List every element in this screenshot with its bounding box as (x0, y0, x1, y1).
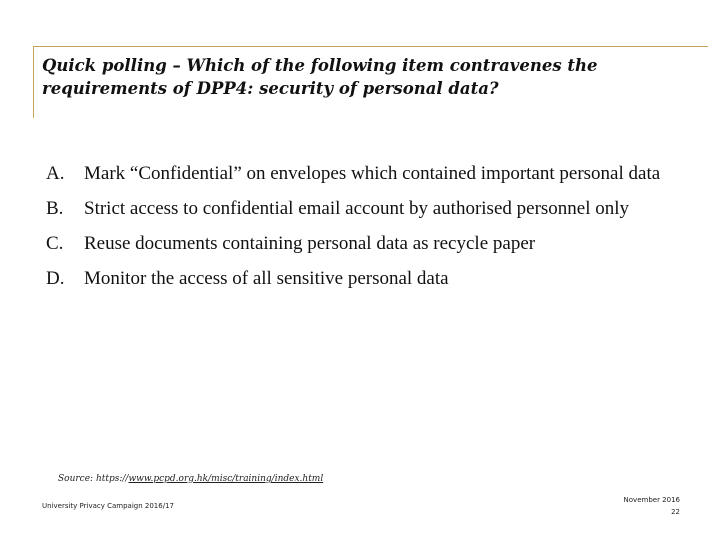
answer-options (46, 162, 696, 302)
option-text: Strict access to confidential email account by authorised personnel only (84, 198, 630, 219)
option-letter: C. (46, 233, 64, 254)
option-c (46, 232, 696, 256)
option-b (46, 197, 696, 221)
option-text: Reuse documents containing personal data as recycle paper (84, 233, 536, 254)
footer-campaign: University Privacy Campaign 2016/17 (42, 502, 174, 510)
footer-meta (624, 494, 680, 518)
option-letter: B. (46, 198, 64, 219)
source-note (58, 474, 323, 484)
page-number: 22 (671, 508, 680, 516)
title-top-rule (33, 46, 708, 47)
option-d (46, 267, 696, 291)
slide-title: Quick polling – Which of the following item contravenes the requirements of DPP4: security of personal data? (42, 56, 598, 98)
option-letter: D. (46, 268, 65, 289)
option-letter: A. (46, 163, 65, 184)
title-left-rule (33, 46, 34, 118)
footer-date: November 2016 (623, 496, 680, 504)
option-text: Monitor the access of all sensitive personal data (84, 268, 449, 289)
option-a (46, 162, 696, 186)
option-text: Mark “Confidential” on envelopes which contained important personal data (84, 163, 661, 184)
source-link[interactable]: www.pcpd.org.hk/misc/training/index.html (128, 474, 324, 484)
source-label: Source: https:// (58, 474, 129, 484)
